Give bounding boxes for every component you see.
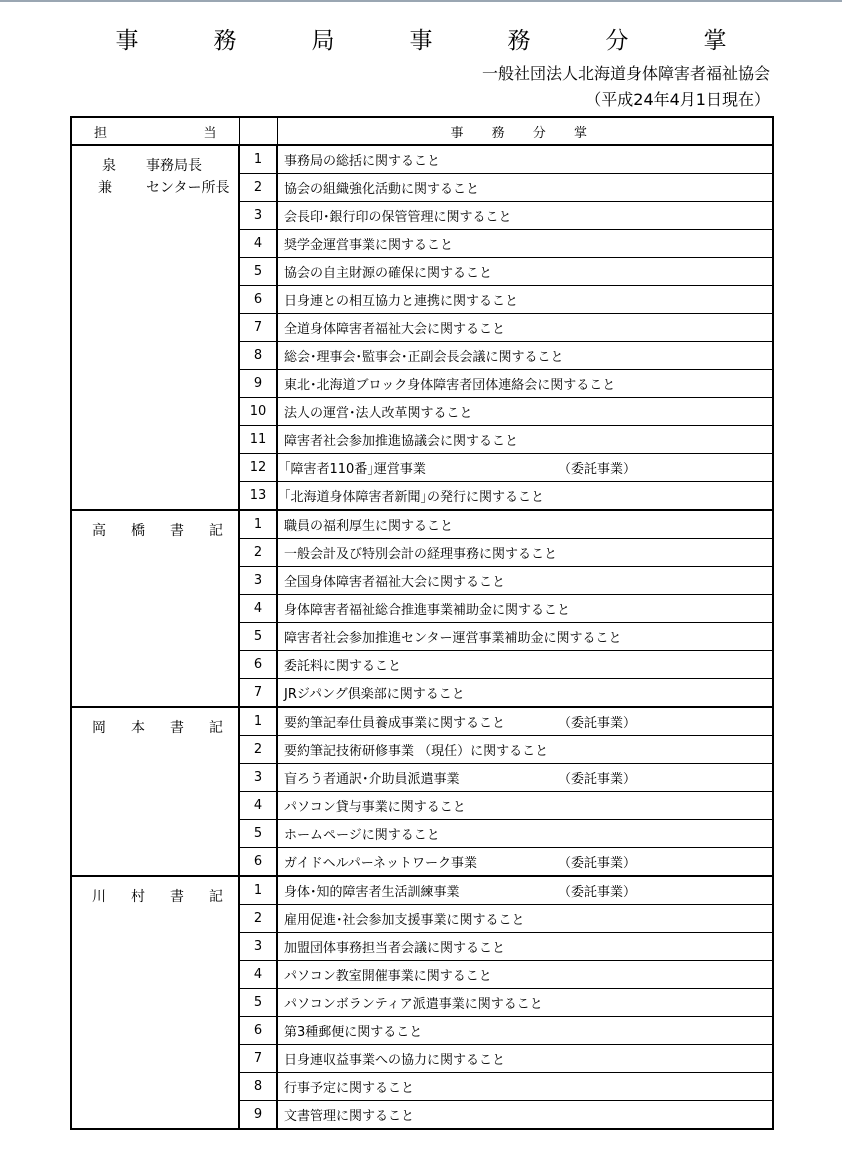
- duty-text: 身体障害者福祉総合推進事業補助金に関すること: [284, 603, 571, 618]
- commissioned-tag: （委託事業）: [558, 716, 637, 731]
- item-number: 9: [239, 370, 277, 398]
- table-row: [71, 876, 773, 905]
- duty-description: [277, 792, 773, 820]
- person-line: [72, 155, 238, 177]
- item-number: 9: [239, 1101, 277, 1130]
- duty-text: 会長印･銀行印の保管管理に関すること: [284, 210, 512, 225]
- item-number: 6: [239, 651, 277, 679]
- duty-text: 身体･知的障害者生活訓練事業: [284, 885, 460, 900]
- duty-description: [277, 961, 773, 989]
- item-number: 4: [239, 595, 277, 623]
- item-number: 6: [239, 286, 277, 314]
- person-name: 川村書記: [92, 889, 248, 905]
- duty-text: 協会の自主財源の確保に関すること: [284, 266, 493, 281]
- person-in-charge-cell: [71, 876, 248, 1129]
- item-number: 10: [239, 398, 277, 426]
- table-row: [71, 510, 773, 539]
- person-line-role: センター所長: [146, 180, 230, 196]
- document-title: 事 務 局 事 務 分 掌: [115, 28, 753, 54]
- duty-text: 職員の福利厚生に関すること: [284, 519, 454, 534]
- header-tanto-left: 担: [94, 125, 108, 141]
- duty-description: [277, 510, 773, 539]
- duty-text: 第3種郵便に関すること: [284, 1025, 423, 1040]
- duty-text: 盲ろう者通訳･介助員派遣事業: [284, 772, 460, 787]
- header-duties: 事 務 分 掌: [277, 117, 773, 145]
- duty-description: [277, 145, 773, 174]
- duty-text: 奨学金運営事業に関すること: [284, 238, 454, 253]
- duty-text: パソコン貸与事業に関すること: [284, 800, 466, 815]
- duty-description: [277, 342, 773, 370]
- table-row: [71, 145, 773, 174]
- duty-text: 法人の運営･法人改革関すること: [284, 406, 473, 421]
- duty-text: 一般会計及び特別会計の経理事務に関すること: [284, 547, 558, 562]
- duty-description: [277, 848, 773, 877]
- item-number: 3: [239, 202, 277, 230]
- duty-description: [277, 1017, 773, 1045]
- item-number: 5: [239, 989, 277, 1017]
- table-body: [71, 145, 773, 1129]
- duty-text: 日身連との相互協力と連携に関すること: [284, 294, 519, 309]
- item-number: 1: [239, 510, 277, 539]
- item-number: 6: [239, 848, 277, 877]
- item-number: 13: [239, 482, 277, 511]
- item-number: 8: [239, 342, 277, 370]
- duty-description: [277, 286, 773, 314]
- commissioned-tag: （委託事業）: [558, 885, 637, 900]
- person-name: 高橋書記: [92, 523, 248, 539]
- duties-table: [70, 116, 774, 1130]
- commissioned-tag: （委託事業）: [558, 856, 637, 871]
- duty-description: [277, 933, 773, 961]
- duty-text: 要約筆記奉仕員養成事業に関すること: [284, 716, 506, 731]
- organization-name: 一般社団法人北海道身体障害者福祉協会: [481, 64, 770, 83]
- item-number: 7: [239, 679, 277, 708]
- person-line-prefix: 兼: [98, 180, 112, 196]
- item-number: 2: [239, 539, 277, 567]
- duty-description: [277, 454, 773, 482]
- duty-description: [277, 679, 773, 708]
- duty-description: [277, 651, 773, 679]
- item-number: 12: [239, 454, 277, 482]
- duty-description: [277, 482, 773, 511]
- item-number: 3: [239, 567, 277, 595]
- item-number: 3: [239, 764, 277, 792]
- table-row: [71, 707, 773, 736]
- duty-text: 雇用促進･社会参加支援事業に関すること: [284, 913, 525, 928]
- duty-description: [277, 258, 773, 286]
- duty-text: 総会･理事会･監事会･正副会長会議に関すること: [284, 350, 564, 365]
- item-number: 1: [239, 145, 277, 174]
- item-number: 7: [239, 314, 277, 342]
- duty-description: [277, 370, 773, 398]
- duty-text: 委託料に関すること: [284, 659, 402, 674]
- item-number: 2: [239, 174, 277, 202]
- header-person-in-charge: [71, 117, 239, 145]
- header-number: [239, 117, 277, 145]
- duty-text: 加盟団体事務担当者会議に関すること: [284, 941, 506, 956]
- duty-text: パソコンボランティア派遣事業に関すること: [284, 997, 543, 1012]
- duty-text: ホームページに関すること: [284, 828, 440, 843]
- duty-description: [277, 764, 773, 792]
- duty-text: ガイドヘルパーネットワーク事業: [284, 856, 478, 871]
- commissioned-tag: （委託事業）: [558, 462, 637, 477]
- item-number: 5: [239, 820, 277, 848]
- duty-description: [277, 314, 773, 342]
- duty-description: [277, 623, 773, 651]
- person-line: [72, 177, 238, 199]
- duty-text: 全国身体障害者福祉大会に関すること: [284, 575, 506, 590]
- duty-text: 障害者社会参加推進協議会に関すること: [284, 434, 519, 449]
- duty-description: [277, 539, 773, 567]
- duty-text: ｢北海道身体障害者新聞｣の発行に関すること: [284, 490, 545, 505]
- item-number: 7: [239, 1045, 277, 1073]
- duty-description: [277, 876, 773, 905]
- duty-text: JRジパング倶楽部に関すること: [284, 687, 465, 702]
- person-in-charge-cell: [71, 707, 248, 876]
- item-number: 8: [239, 1073, 277, 1101]
- duty-text: 東北･北海道ブロック身体障害者団体連絡会に関すること: [284, 378, 616, 393]
- duty-text: 日身連収益事業への協力に関すること: [284, 1053, 506, 1068]
- duty-description: [277, 174, 773, 202]
- item-number: 4: [239, 961, 277, 989]
- item-number: 11: [239, 426, 277, 454]
- duty-description: [277, 820, 773, 848]
- duty-text: 障害者社会参加推進センター運営事業補助金に関すること: [284, 631, 622, 646]
- duty-description: [277, 398, 773, 426]
- item-number: 5: [239, 623, 277, 651]
- duty-description: [277, 707, 773, 736]
- table-header-row: [71, 117, 773, 145]
- duty-text: 全道身体障害者福祉大会に関すること: [284, 322, 506, 337]
- duty-description: [277, 1045, 773, 1073]
- top-border-line: [0, 0, 842, 2]
- duty-description: [277, 426, 773, 454]
- item-number: 2: [239, 736, 277, 764]
- duty-description: [277, 595, 773, 623]
- duty-text: 要約筆記技術研修事業 （現任）に関すること: [284, 744, 549, 759]
- duty-text: 事務局の総括に関すること: [284, 154, 441, 169]
- header-tanto-right: 当: [203, 125, 217, 141]
- item-number: 1: [239, 876, 277, 905]
- commissioned-tag: （委託事業）: [558, 772, 637, 787]
- duty-description: [277, 567, 773, 595]
- person-in-charge-cell: [71, 145, 239, 510]
- item-number: 1: [239, 707, 277, 736]
- item-number: 6: [239, 1017, 277, 1045]
- person-line-prefix: 泉: [102, 158, 116, 174]
- duty-description: [277, 230, 773, 258]
- duty-description: [277, 1101, 773, 1130]
- item-number: 4: [239, 792, 277, 820]
- duty-text: 協会の組織強化活動に関すること: [284, 182, 480, 197]
- item-number: 2: [239, 905, 277, 933]
- duty-text: パソコン教室開催事業に関すること: [284, 969, 492, 984]
- item-number: 3: [239, 933, 277, 961]
- duty-description: [277, 905, 773, 933]
- duty-text: 文書管理に関すること: [284, 1109, 415, 1124]
- item-number: 4: [239, 230, 277, 258]
- duty-description: [277, 202, 773, 230]
- item-number: 5: [239, 258, 277, 286]
- person-in-charge-cell: [71, 510, 248, 707]
- duty-description: [277, 989, 773, 1017]
- duty-description: [277, 1073, 773, 1101]
- duty-text: ｢障害者110番｣運営事業: [284, 462, 426, 477]
- duty-description: [277, 736, 773, 764]
- as-of-date: （平成24年4月1日現在）: [585, 90, 770, 109]
- person-line-role: 事務局長: [146, 158, 202, 174]
- person-name: 岡本書記: [92, 720, 248, 736]
- duty-text: 行事予定に関すること: [284, 1081, 415, 1096]
